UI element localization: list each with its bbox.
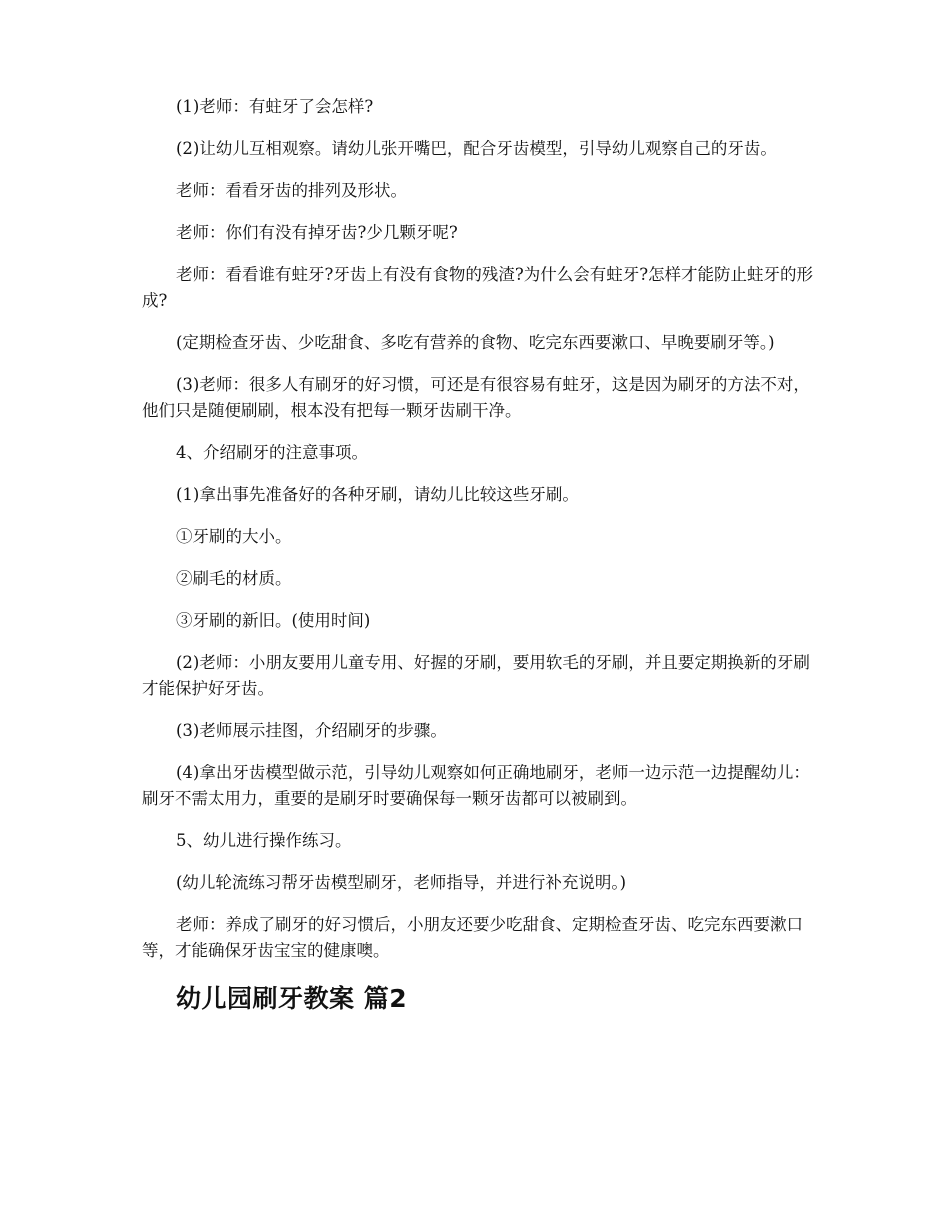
paragraph-18: 老师：养成了刷牙的好习惯后，小朋友还要少吃甜食、定期检查牙齿、吃完东西要漱口等，才能确保牙齿宝宝的健康噢。 [142,915,803,960]
paragraph-11: ②刷毛的材质。 [176,569,292,588]
paragraph-16: 5、幼儿进行操作练习。 [176,831,352,850]
paragraph-10: ①牙刷的大小。 [176,527,292,546]
section-heading: 幼儿园刷牙教案 篇2 [176,984,408,1013]
paragraph-9: (1)拿出事先准备好的各种牙刷，请幼儿比较这些牙刷。 [176,485,579,504]
paragraph-2: (2)让幼儿互相观察。请幼儿张开嘴巴，配合牙齿模型，引导幼儿观察自己的牙齿。 [176,139,777,158]
paragraph-13: (2)老师：小朋友要用儿童专用、好握的牙刷，要用软毛的牙刷，并且要定期换新的牙刷才能保护好牙齿。 [142,653,810,698]
paragraph-12: ③牙刷的新旧。(使用时间) [176,611,371,630]
paragraph-14: (3)老师展示挂图，介绍刷牙的步骤。 [176,721,447,740]
document-body [142,94,814,1016]
paragraph-15: (4)拿出牙齿模型做示范，引导幼儿观察如何正确地刷牙，老师一边示范一边提醒幼儿：刷牙不需太用力，重要的是刷牙时要确保每一颗牙齿都可以被刷到。 [142,763,810,808]
paragraph-7: (3)老师：很多人有刷牙的好习惯，可还是有很容易有蛀牙，这是因为刷牙的方法不对，他们只是随便刷刷，根本没有把每一颗牙齿刷干净。 [142,375,810,420]
paragraph-4: 老师：你们有没有掉牙齿?少几颗牙呢? [176,223,458,242]
paragraph-6: (定期检查牙齿、少吃甜食、多吃有营养的食物、吃完东西要漱口、早晚要刷牙等。) [176,333,775,352]
paragraph-1: (1)老师：有蛀牙了会怎样? [176,97,374,116]
paragraph-8: 4、介绍刷牙的注意事项。 [176,443,368,462]
paragraph-5: 老师：看看谁有蛀牙?牙齿上有没有食物的残渣?为什么会有蛀牙?怎样才能防止蛀牙的形成? [142,265,814,310]
paragraph-17: (幼儿轮流练习帮牙齿模型刷牙，老师指导，并进行补充说明。) [176,873,627,892]
paragraph-3: 老师：看看牙齿的排列及形状。 [176,181,407,200]
